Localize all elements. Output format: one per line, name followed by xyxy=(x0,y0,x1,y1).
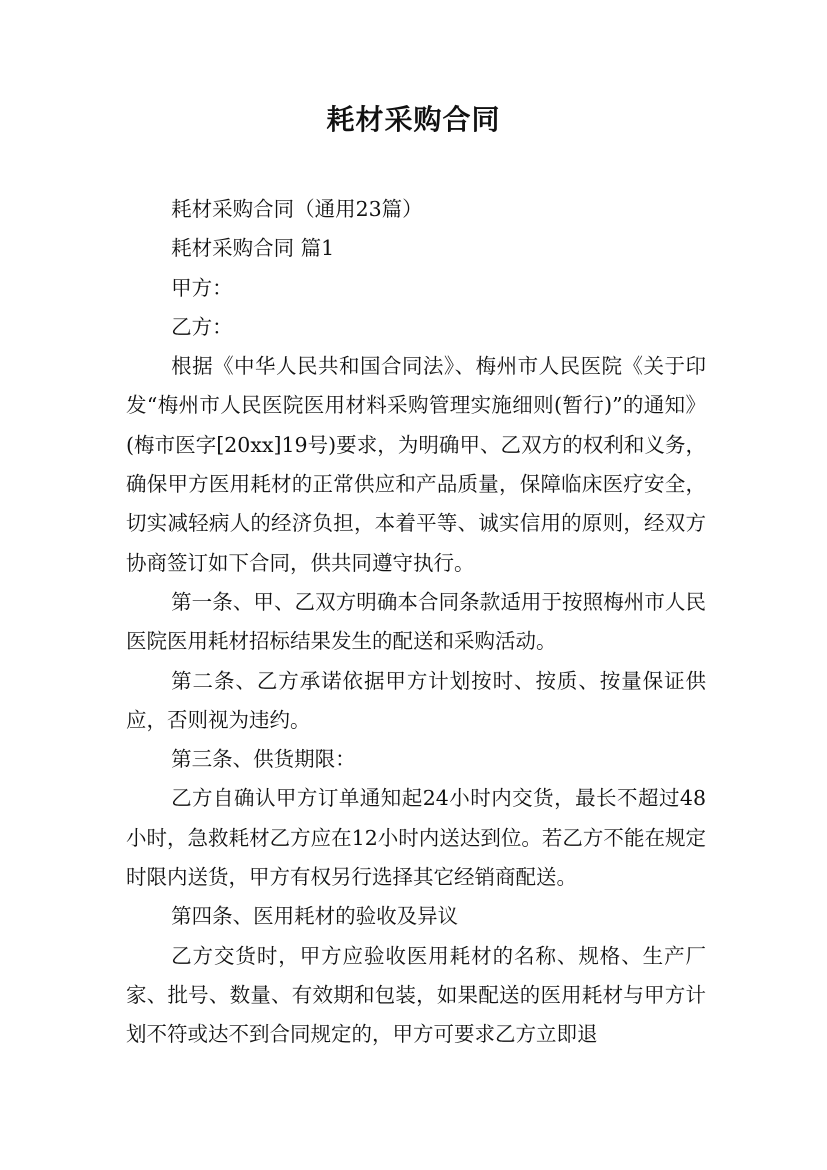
paragraph-party-b: 乙方： xyxy=(171,314,233,339)
paragraph-article-4-heading: 第四条、医用耗材的验收及异议 xyxy=(171,904,459,929)
paragraph-article-2: 第二条、乙方承诺依据甲方计划按时、按质、按量保证供应，否则视为违约。 xyxy=(126,668,706,732)
paragraph-preamble: 根据《中华人民共和国合同法》、梅州市人民医院《关于印发“梅州市人民医院医用材料采购管理实施细则(暂行)”的通知》(梅市医字[20xx]19号)要求，为明确甲、乙双方的权利和义务，确保甲方医用耗材的正常供应和产品质量，保障临床医疗安全，切实减轻病人的经济负担，本着平等、诚实信用的原则，经双方协商签订如下合同，供共同遵守执行。 xyxy=(126,354,706,575)
document-body xyxy=(126,190,706,1055)
paragraph-article-1: 第一条、甲、乙双方明确本合同条款适用于按照梅州市人民医院医用耗材招标结果发生的配送和采购活动。 xyxy=(126,589,706,654)
document-title: 耗材采购合同 xyxy=(326,103,501,136)
paragraph-article-3-heading: 第三条、供货期限： xyxy=(171,747,356,772)
paragraph-article-4-body: 乙方交货时，甲方应验收医用耗材的名称、规格、生产厂家、批号、数量、有效期和包装，如果配送的医用耗材与甲方计划不符或达不到合同规定的，甲方可要求乙方立即退 xyxy=(126,943,706,1047)
paragraph-section-heading: 耗材采购合同 篇1 xyxy=(171,236,335,261)
paragraph-party-a: 甲方： xyxy=(171,275,233,300)
paragraph-subtitle: 耗材采购合同（通用23篇） xyxy=(171,197,423,221)
paragraph-article-3-body: 乙方自确认甲方订单通知起24小时内交货，最长不超过48小时，急救耗材乙方应在12小时内送达到位。若乙方不能在规定时限内送货，甲方有权另行选择其它经销商配送。 xyxy=(126,786,706,890)
